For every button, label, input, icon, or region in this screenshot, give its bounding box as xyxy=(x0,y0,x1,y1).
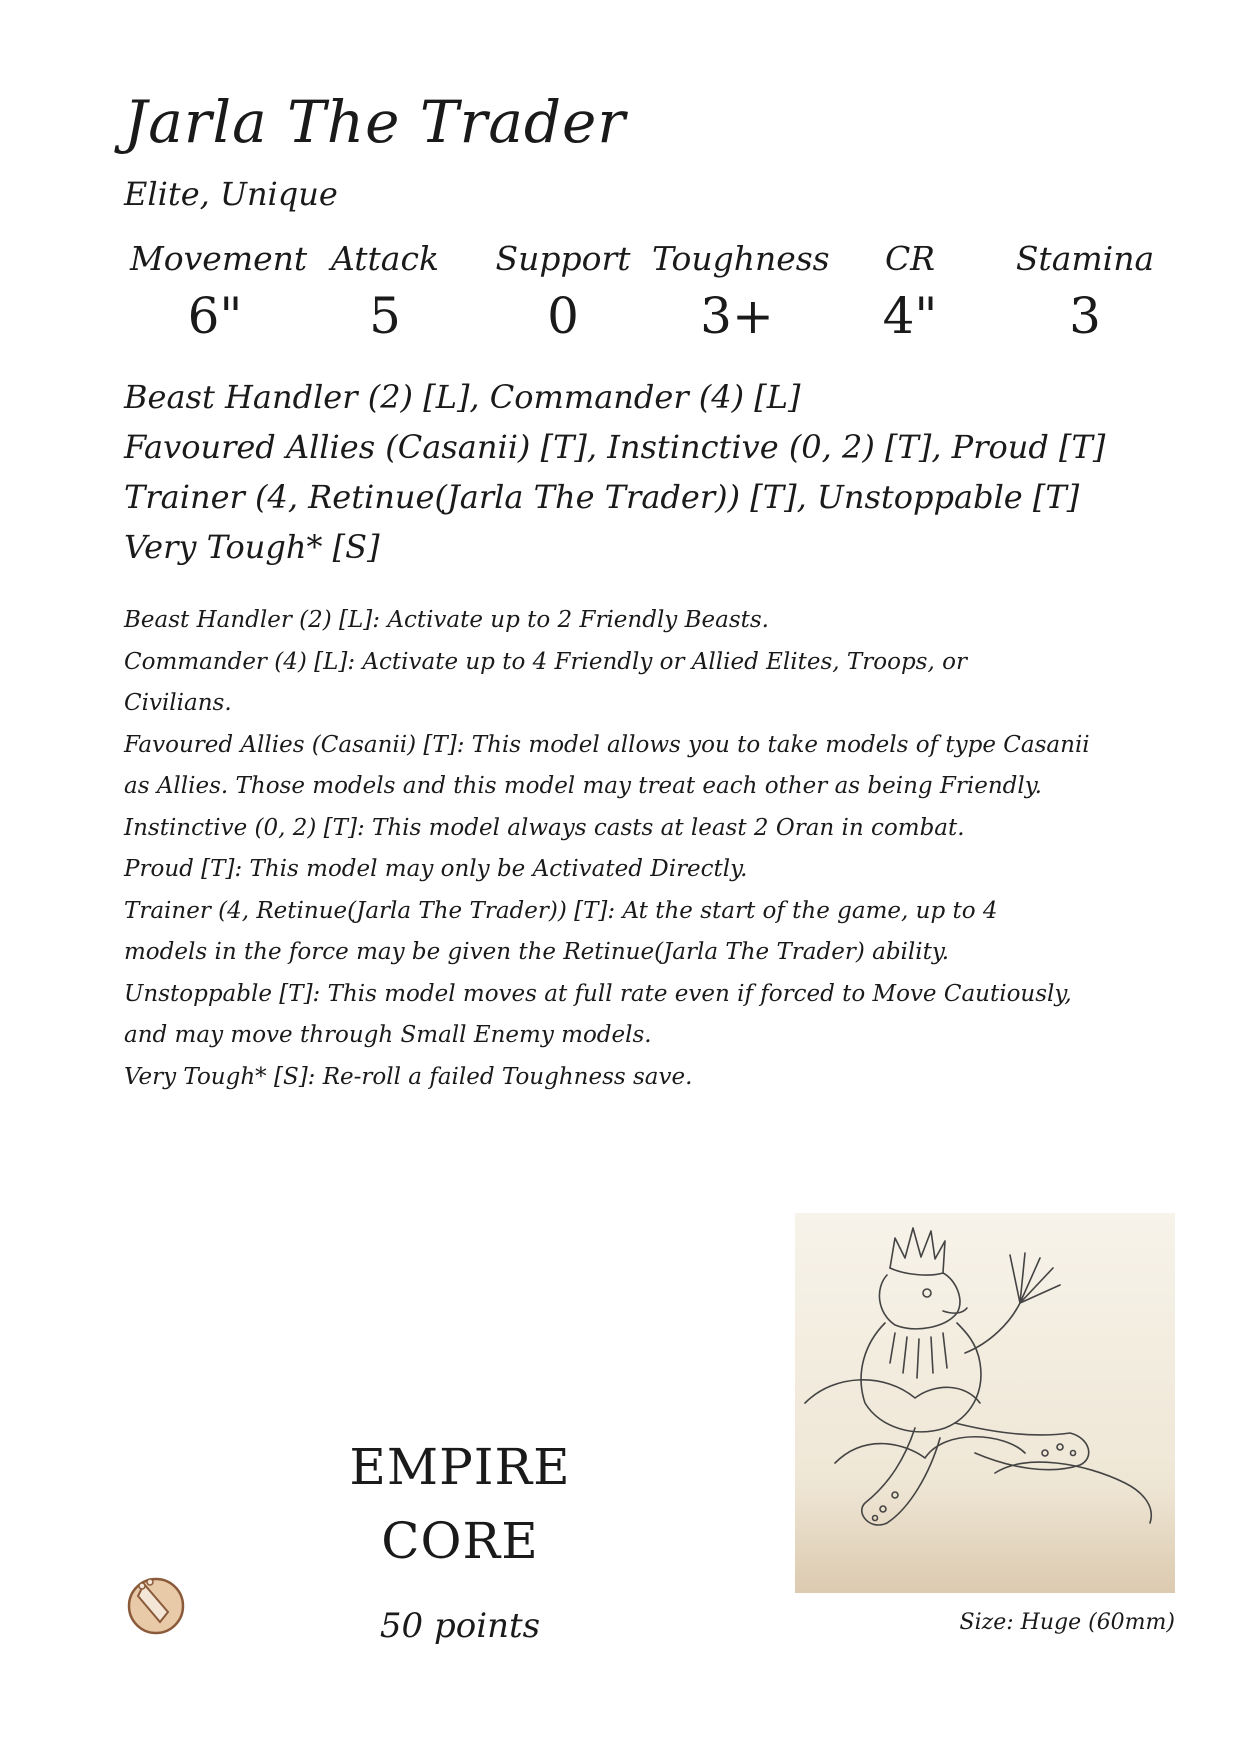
description-line: Trainer (4, Retinue(Jarla The Trader)) [T]: At the start of the game, up to 4 xyxy=(124,897,998,924)
abilities-line: Beast Handler (2) [L], Commander (4) [L] xyxy=(124,378,801,416)
stat-value: 0 xyxy=(547,287,579,345)
description-line: Proud [T]: This model may only be Activated Directly. xyxy=(124,856,748,882)
description-line: as Allies. Those models and this model may treat each other as being Friendly. xyxy=(124,773,1042,799)
abilities-line: Favoured Allies (Casanii) [T], Instinctive (0, 2) [T], Proud [T] xyxy=(124,428,1106,466)
description-line: Very Tough* [S]: Re-roll a failed Toughness save. xyxy=(124,1063,693,1090)
stat-label: Support xyxy=(495,239,631,278)
description-line: Unstoppable [T]: This model moves at full rate even if forced to Move Cautiously, xyxy=(124,980,1072,1007)
stat-label: Toughness xyxy=(652,239,830,278)
stat-label: Stamina xyxy=(1015,239,1155,278)
stat-movement xyxy=(130,237,308,351)
faction-logo-icon xyxy=(124,1572,188,1636)
stat-value: 6" xyxy=(187,287,243,345)
faction-category: CORE xyxy=(381,1512,539,1570)
stat-attack xyxy=(300,237,470,351)
card-types: Elite, Unique xyxy=(124,175,338,213)
stat-label: Movement xyxy=(130,239,308,278)
stat-label: Attack xyxy=(331,239,439,278)
card-title: Jarla The Trader xyxy=(124,88,627,156)
description-line: Beast Handler (2) [L]: Activate up to 2 Friendly Beasts. xyxy=(124,607,769,633)
stat-toughness xyxy=(652,237,830,351)
stat-stamina xyxy=(1000,237,1170,351)
ability-descriptions xyxy=(124,600,1124,1098)
faction-block xyxy=(330,1430,590,1578)
stat-cr xyxy=(825,237,995,351)
points-cost: 50 points xyxy=(379,1606,541,1646)
description-line: Instinctive (0, 2) [T]: This model always casts at least 2 Oran in combat. xyxy=(124,814,965,841)
stat-value: 5 xyxy=(369,287,401,345)
description-line: Favoured Allies (Casanii) [T]: This model allows you to take models of type Casanii xyxy=(124,731,1090,758)
character-artwork xyxy=(795,1213,1175,1593)
description-line: Commander (4) [L]: Activate up to 4 Friendly or Allied Elites, Troops, or xyxy=(124,648,967,675)
stat-value: 3+ xyxy=(700,287,774,345)
base-size-label: Size: Huge (60mm) xyxy=(959,1610,1175,1635)
abilities-line: Very Tough* [S] xyxy=(124,528,380,566)
stat-label: CR xyxy=(884,239,936,278)
stat-value: 4" xyxy=(882,287,938,345)
stat-value: 3 xyxy=(1069,287,1101,345)
abilities-line: Trainer (4, Retinue(Jarla The Trader)) [T], Unstoppable [T] xyxy=(124,478,1080,516)
stat-support xyxy=(478,237,648,351)
description-line: Civilians. xyxy=(124,690,232,716)
abilities-summary xyxy=(124,372,1174,572)
description-line: and may move through Small Enemy models. xyxy=(124,1022,652,1048)
faction-name: EMPIRE xyxy=(349,1438,571,1496)
description-line: models in the force may be given the Retinue(Jarla The Trader) ability. xyxy=(124,939,950,965)
